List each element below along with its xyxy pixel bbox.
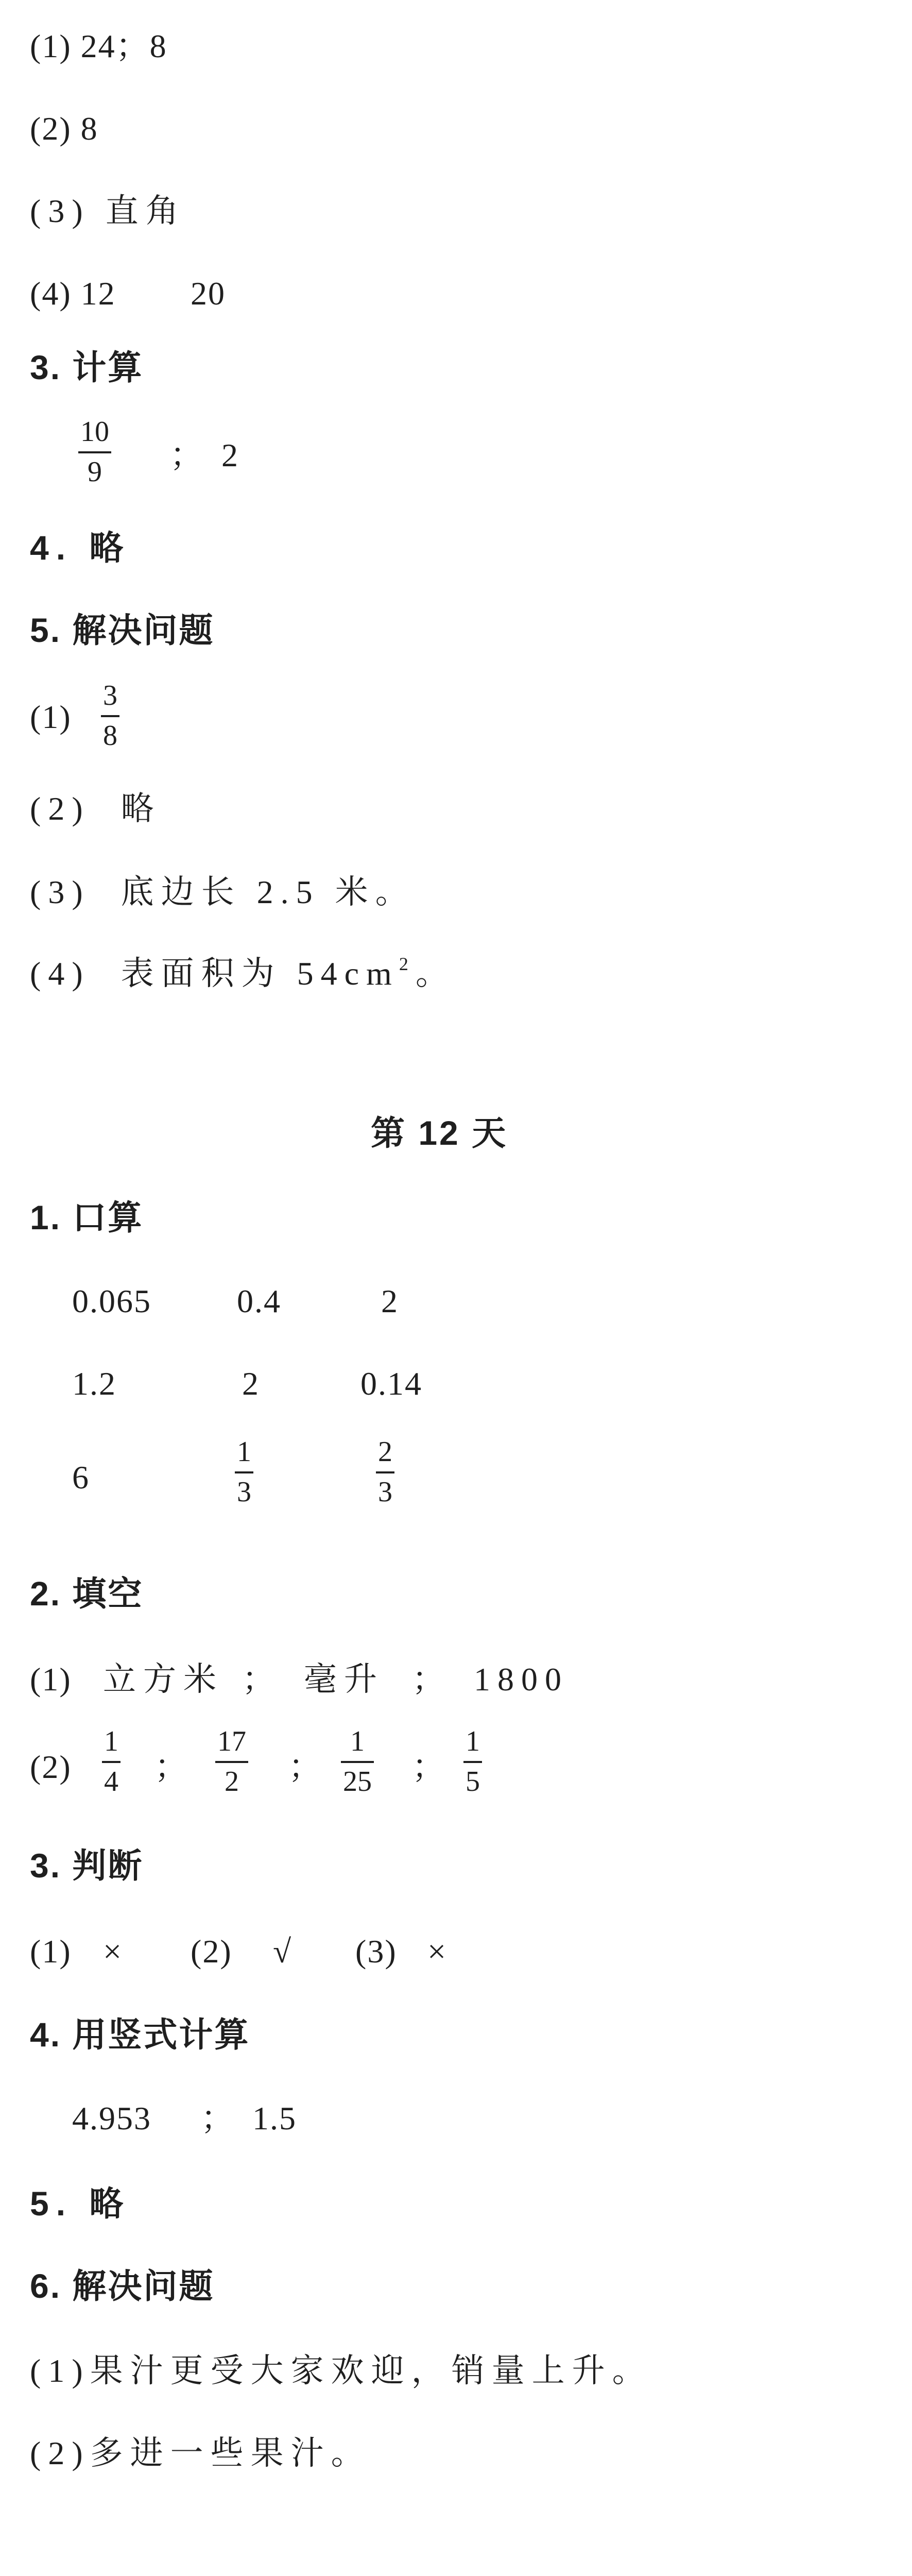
semicolon: ； — [154, 1749, 188, 1785]
section-heading: 6. 解决问题 — [30, 2267, 215, 2305]
fraction: 1 4 — [102, 1727, 121, 1796]
answer-label: (2) — [30, 1749, 72, 1785]
semicolon: ； — [201, 2100, 235, 2137]
answer-line: (1) 24；8 — [30, 28, 167, 64]
answer-line: (3) 底边长 2.5 米。 — [30, 874, 416, 910]
day-title: 第 12 天 — [371, 1114, 508, 1152]
judgement-label: (1) — [30, 1933, 72, 1970]
semicolon: ； — [412, 1749, 446, 1785]
answer-line: (4) 12 — [30, 275, 116, 312]
answer-label: (1) — [30, 699, 72, 735]
fraction: 10 9 — [78, 417, 111, 486]
answer-label: (1) — [30, 1661, 72, 1698]
oral-calc-value: 2 — [381, 1283, 399, 1319]
section-heading: 4. 略 — [30, 529, 131, 567]
answer-value: 1800 — [474, 1661, 569, 1698]
judgement-label: (2) — [191, 1933, 232, 1970]
answer-value: 2 — [221, 437, 239, 473]
oral-calc-value: 0.14 — [360, 1365, 422, 1402]
answer-line: (2)多进一些果汁。 — [30, 2435, 371, 2471]
answer-value: 1.5 — [252, 2100, 297, 2137]
fraction: 1 3 — [235, 1437, 253, 1506]
oral-calc-value: 0.065 — [72, 1283, 151, 1319]
oral-calc-value: 2 — [242, 1365, 260, 1402]
answer-line: (2) 略 — [30, 790, 161, 827]
section-heading: 4. 用竖式计算 — [30, 2015, 250, 2054]
judgement-label: (3) — [355, 1933, 397, 1970]
oral-calc-value: 0.4 — [237, 1283, 281, 1319]
fraction: 17 2 — [215, 1727, 248, 1796]
answer-value: 4.953 — [72, 2100, 151, 2137]
judgement-mark: × — [103, 1933, 123, 1970]
fraction: 3 8 — [101, 681, 119, 750]
answer-line: (4) 表面积为 $54cm^2$。 — [30, 954, 456, 992]
judgement-mark: √ — [273, 1933, 292, 1970]
section-heading: 1. 口算 — [30, 1198, 144, 1236]
answer-line: (1)果汁更受大家欢迎，销量上升。 — [30, 2352, 652, 2389]
fraction: 1 5 — [463, 1727, 482, 1796]
fraction: 2 3 — [376, 1437, 394, 1506]
section-heading: 3. 判断 — [30, 1846, 144, 1885]
judgement-mark: × — [427, 1933, 448, 1970]
section-heading: 5. 略 — [30, 2184, 131, 2223]
answer-line: 20 — [191, 275, 226, 312]
section-heading: 5. 解决问题 — [30, 611, 215, 649]
oral-calc-value: 6 — [72, 1459, 90, 1496]
semicolon: ； — [170, 437, 204, 473]
section-heading: 3. 计算 — [30, 348, 144, 386]
answer-line: (3) 直角 — [30, 193, 186, 229]
answer-value: 毫升 — [304, 1661, 384, 1698]
semicolon: ； — [288, 1749, 322, 1785]
semicolon: ； — [412, 1661, 446, 1698]
semicolon: ； — [242, 1661, 276, 1698]
answer-line: (2) 8 — [30, 110, 98, 147]
oral-calc-value: 1.2 — [72, 1365, 116, 1402]
answer-value: 立方米 — [103, 1661, 223, 1698]
section-heading: 2. 填空 — [30, 1574, 144, 1613]
fraction: 1 25 — [341, 1727, 374, 1796]
